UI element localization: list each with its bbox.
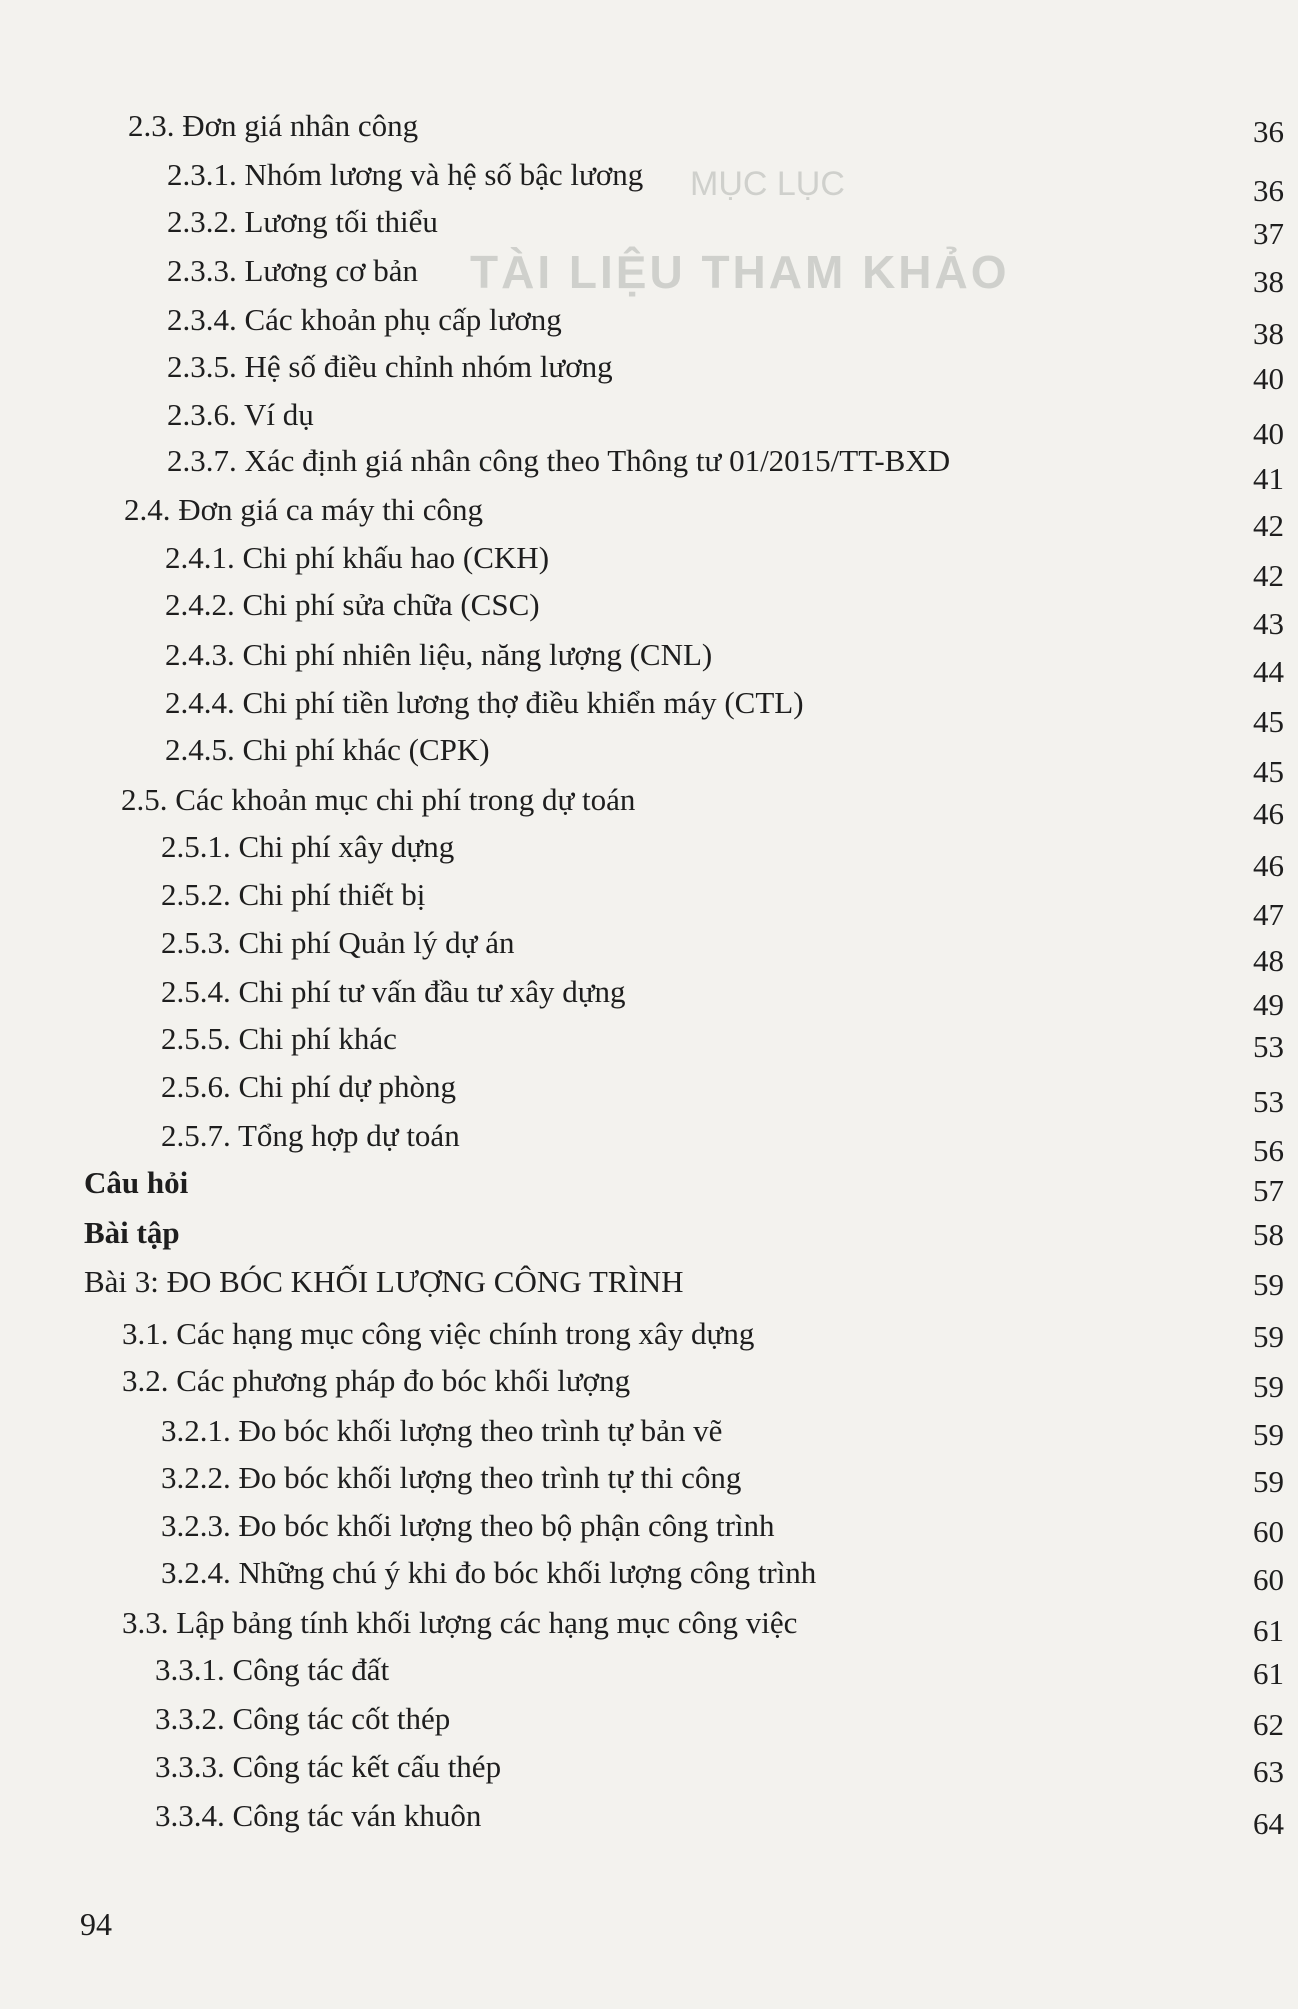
toc-entry [0,1215,1298,1261]
toc-entry [0,540,1298,593]
toc-entry [0,637,1298,689]
toc-entry-title: 2.3.6. Ví dụ [167,397,314,432]
toc-entry [0,302,1298,351]
toc-entry [0,349,1298,395]
toc-entry-page-number: 40 [1253,416,1284,451]
toc-entry [0,1264,1298,1310]
bleed-through-heading: TÀI LIỆU THAM KHẢO [470,246,1010,298]
toc-entry [0,974,1298,1020]
toc-entry-page-number: 49 [1253,987,1284,1022]
toc-entry [0,685,1298,739]
toc-entry-page-number: 56 [1253,1133,1284,1168]
toc-entry-title: 2.5.1. Chi phí xây dựng [161,829,455,864]
toc-entry [0,492,1298,543]
toc-entry-page-number: 43 [1253,606,1284,641]
toc-entry-title: 3.2.3. Đo bóc khối lượng theo bộ phận công trình [161,1508,775,1543]
toc-entry [0,1508,1298,1554]
toc-entry-title: 2.3.1. Nhóm lương và hệ số bậc lương [167,157,644,192]
toc-entry-title: 2.3.7. Xác định giá nhân công theo Thông tư 01/2015/TT-BXD [167,443,951,478]
toc-entry-title: 2.4.5. Chi phí khác (CPK) [165,732,490,767]
toc-entry-title: 2.5.4. Chi phí tư vấn đầu tư xây dựng [161,974,626,1009]
toc-entry-page-number: 45 [1253,754,1284,789]
toc-entry-title: 2.4.1. Chi phí khấu hao (CKH) [165,540,550,575]
toc-entry-page-number: 38 [1253,264,1284,299]
toc-entry-title: 2.5.2. Chi phí thiết bị [161,877,426,912]
toc-entry-page-number: 41 [1253,461,1284,496]
toc-entry-title: 2.3.4. Các khoản phụ cấp lương [167,302,562,337]
toc-entry-page-number: 36 [1253,114,1284,149]
toc-entry-title: 2.4.2. Chi phí sửa chữa (CSC) [165,587,540,622]
bleed-through-muc-luc: MỤC LỤC [690,165,845,203]
toc-entry-title: 2.4. Đơn giá ca máy thi công [124,492,484,527]
toc-entry [0,1701,1298,1747]
toc-entry-title: 3.3.2. Công tác cốt thép [155,1701,451,1736]
toc-entry [0,829,1298,883]
toc-entry-title: 3.3.4. Công tác ván khuôn [155,1798,482,1833]
toc-entry-title: 2.5. Các khoản mục chi phí trong dự toán [121,782,636,817]
toc-entry-page-number: 60 [1253,1562,1284,1597]
toc-entry-page-number: 63 [1253,1754,1284,1789]
toc-entry-page-number: 48 [1253,943,1284,978]
toc-entry-page-number: 58 [1253,1217,1284,1252]
toc-entry-page-number: 53 [1253,1029,1284,1064]
toc-entry-title: 3.2. Các phương pháp đo bóc khối lượng [122,1363,631,1398]
toc-entry-title: Bài 3: ĐO BÓC KHỐI LƯỢNG CÔNG TRÌNH [84,1264,684,1299]
toc-entry [0,1460,1298,1506]
toc-entry-title: 2.5.3. Chi phí Quản lý dự án [161,925,515,960]
toc-entry-title: Câu hỏi [84,1165,189,1200]
toc-entry-page-number: 53 [1253,1084,1284,1119]
toc-entry [0,253,1298,299]
toc-entry-page-number: 59 [1253,1319,1284,1354]
toc-entry [0,1798,1298,1844]
toc-entry [0,1118,1298,1168]
toc-entry [0,1749,1298,1795]
toc-entry-page-number: 42 [1253,558,1284,593]
toc-entry-page-number: 38 [1253,316,1284,351]
toc-entry-title: 3.1. Các hạng mục công việc chính trong xây dựng [122,1316,755,1351]
toc-entry-title: Bài tập [84,1215,180,1250]
toc-entry-page-number: 57 [1253,1173,1284,1208]
toc-entry [0,877,1298,932]
toc-entry-page-number: 59 [1253,1267,1284,1302]
toc-entry-title: 2.4.3. Chi phí nhiên liệu, năng lượng (CNL) [165,637,713,672]
toc-entry-title: 2.3.2. Lương tối thiểu [167,204,438,239]
toc-entry-page-number: 46 [1253,848,1284,883]
toc-entry-page-number: 60 [1253,1514,1284,1549]
toc-entry [0,1165,1298,1211]
toc-entry-title: 3.3. Lập bảng tính khối lượng các hạng mục công việc [122,1605,798,1640]
toc-entry [0,397,1298,451]
toc-entry-page-number: 61 [1253,1613,1284,1648]
toc-entry-page-number: 46 [1253,796,1284,831]
toc-entry-title: 2.3. Đơn giá nhân công [128,108,419,143]
toc-entry-page-number: 37 [1253,216,1284,251]
toc-entry [0,925,1298,978]
toc-entry-page-number: 42 [1253,508,1284,543]
toc-entry-page-number: 59 [1253,1464,1284,1499]
toc-entry-page-number: 47 [1253,897,1284,932]
toc-entry-page-number: 64 [1253,1806,1284,1841]
toc-entry-title: 2.4.4. Chi phí tiền lương thợ điều khiển máy (CTL) [165,685,804,720]
toc-entry-title: 2.5.5. Chi phí khác [161,1021,397,1056]
toc-entry-title: 2.3.5. Hệ số điều chỉnh nhóm lương [167,349,613,384]
toc-entry-title: 3.3.1. Công tác đất [155,1652,390,1687]
toc-entry-page-number: 40 [1253,361,1284,396]
toc-entry-page-number: 45 [1253,704,1284,739]
toc-entry-page-number: 61 [1253,1656,1284,1691]
toc-entry [0,1652,1298,1698]
toc-entry-title: 3.2.1. Đo bóc khối lượng theo trình tự bản vẽ [161,1413,723,1448]
toc-entry-title: 3.2.2. Đo bóc khối lượng theo trình tự thi công [161,1460,742,1495]
toc-entry-page-number: 44 [1253,654,1284,689]
toc-entry [0,443,1298,496]
toc-entry [0,204,1298,250]
toc-entry [0,1021,1298,1067]
toc-entry [0,157,1298,208]
toc-entry [0,782,1298,831]
toc-entry [0,1363,1298,1409]
toc-entry-title: 3.2.4. Những chú ý khi đo bóc khối lượng công trình [161,1555,817,1590]
toc-entry-title: 3.3.3. Công tác kết cấu thép [155,1749,502,1784]
toc-entry [0,1069,1298,1119]
toc-entry-title: 2.5.7. Tổng hợp dự toán [161,1118,460,1153]
toc-entry [0,732,1298,789]
toc-entry [0,1316,1298,1362]
toc-entry-title: 2.5.6. Chi phí dự phòng [161,1069,456,1104]
toc-entry [0,108,1298,154]
toc-entry [0,1413,1298,1459]
toc-entry-page-number: 59 [1253,1369,1284,1404]
toc-entry [0,1605,1298,1651]
toc-entry [0,1555,1298,1601]
toc-entry-page-number: 62 [1253,1707,1284,1742]
toc-entry-page-number: 59 [1253,1417,1284,1452]
page-number: 94 [80,1906,112,1942]
toc-entry-page-number: 36 [1253,173,1284,208]
toc-entry [0,587,1298,641]
toc-entry-title: 2.3.3. Lương cơ bản [167,253,419,288]
